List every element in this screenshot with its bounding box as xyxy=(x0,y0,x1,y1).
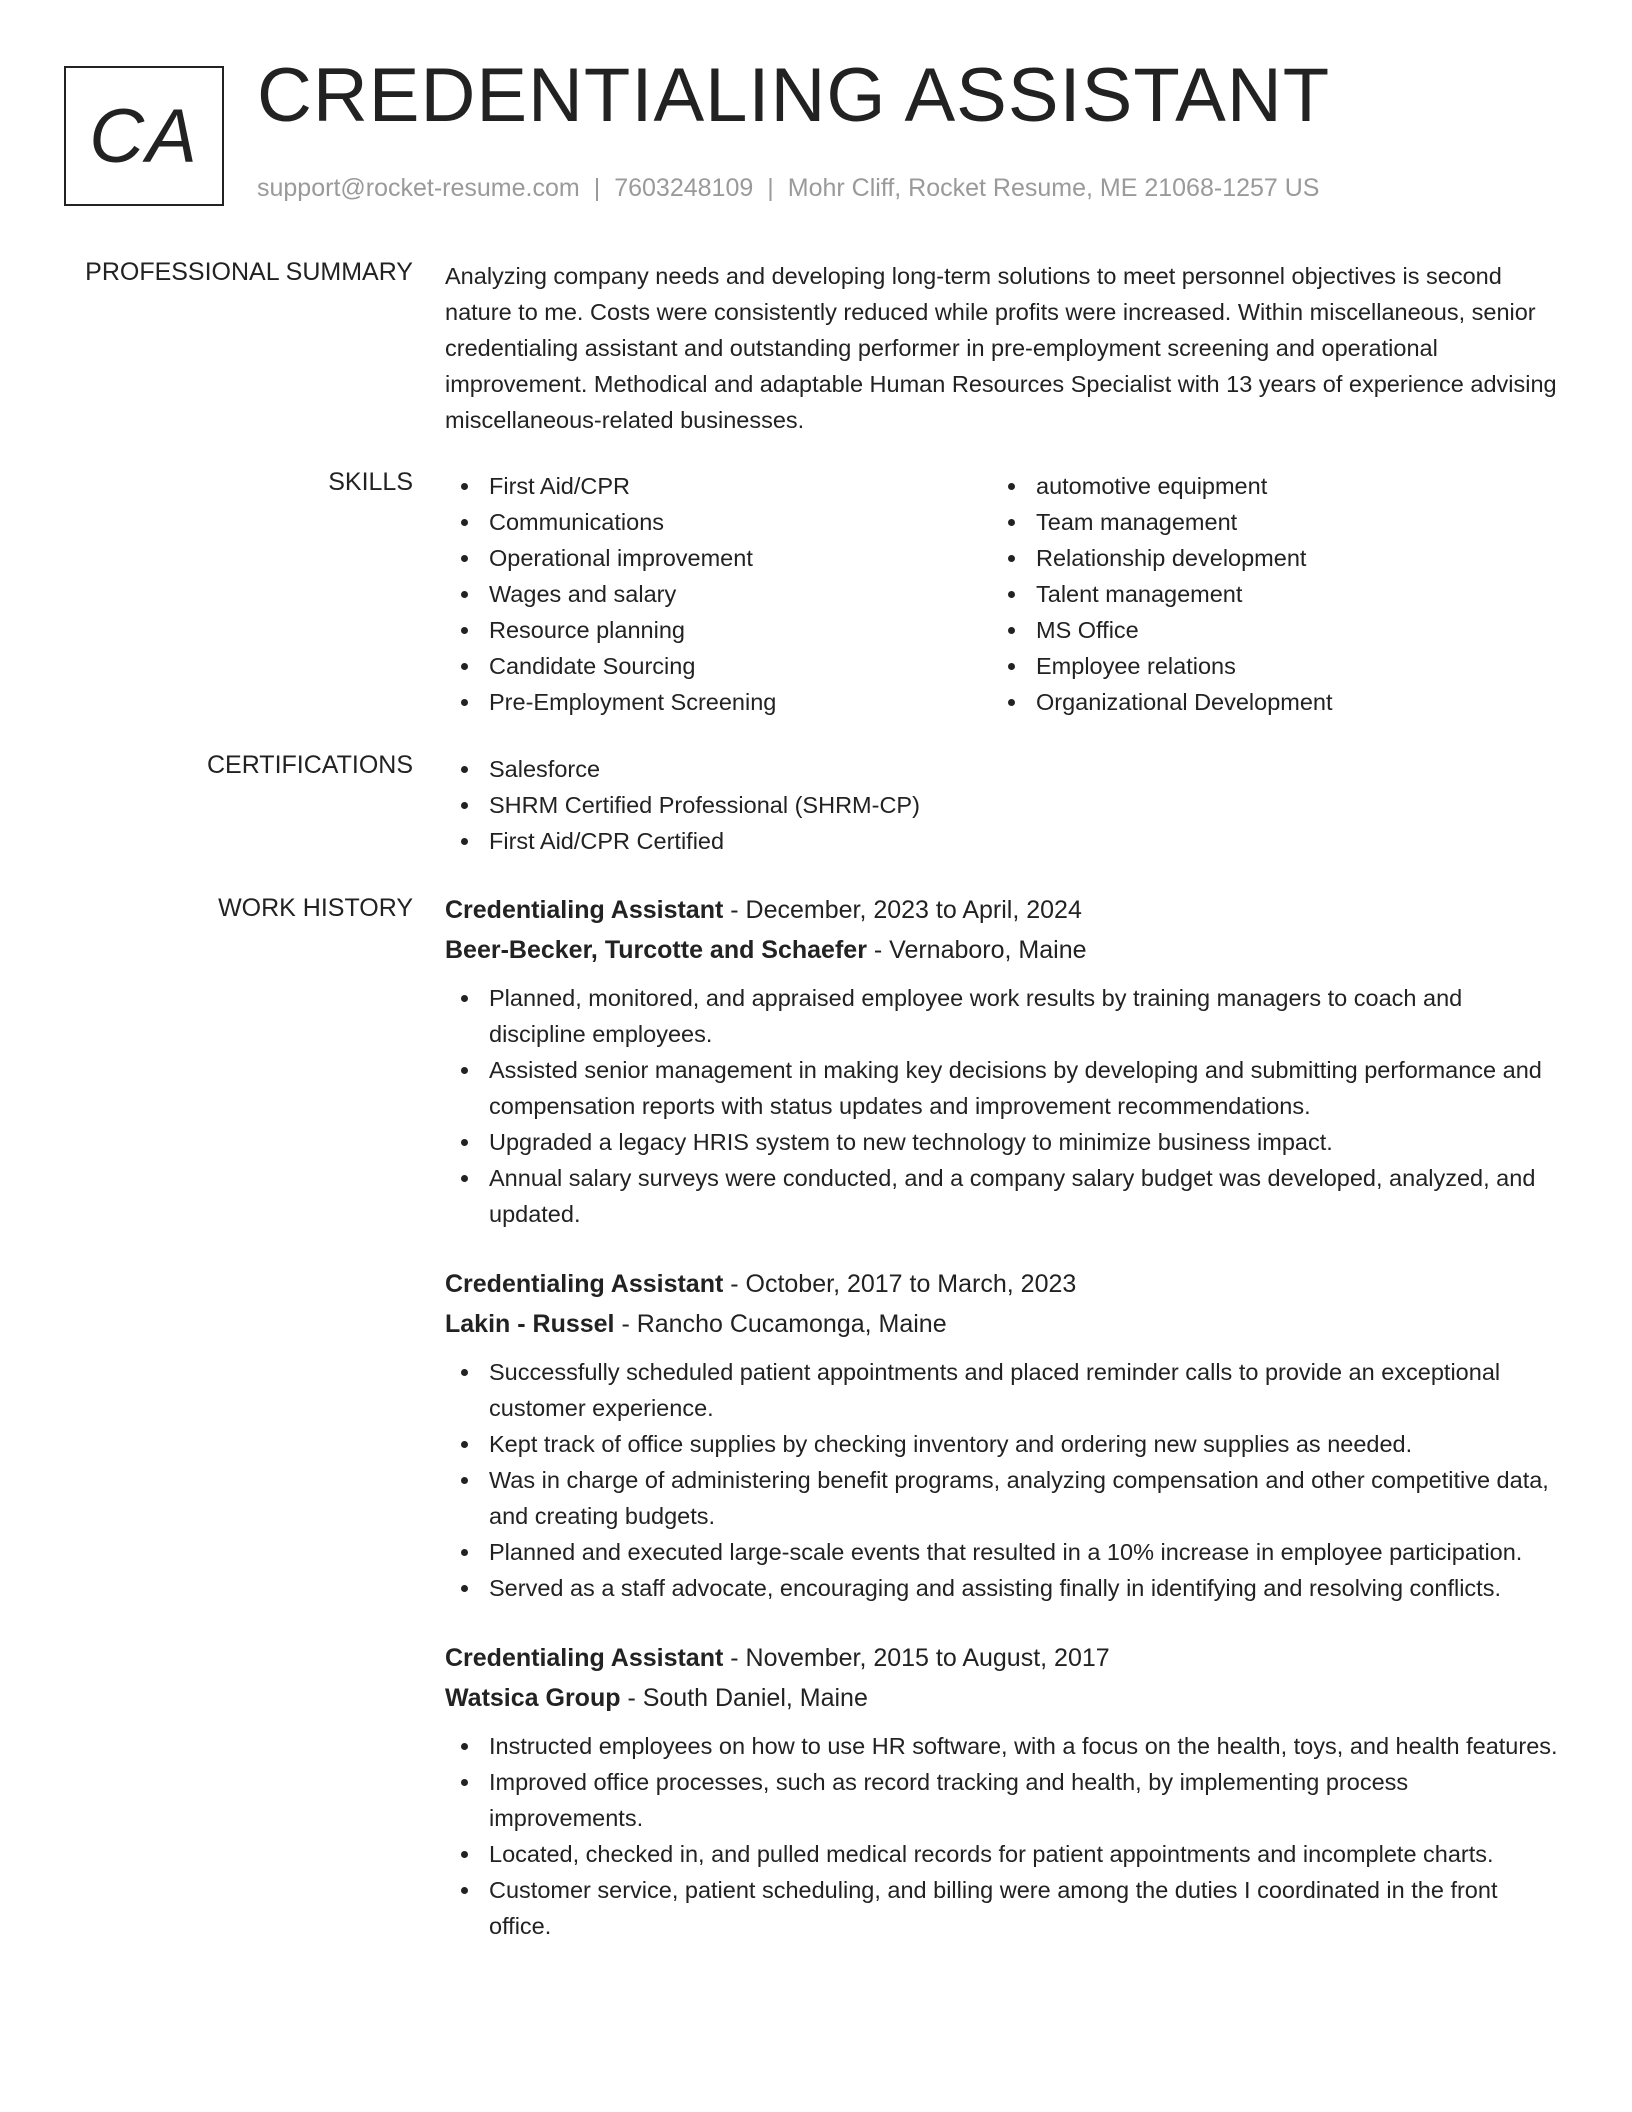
section-label: PROFESSIONAL SUMMARY xyxy=(85,258,413,286)
skill-item: First Aid/CPR xyxy=(445,468,992,504)
job-bullet: Annual salary surveys were conducted, and a company salary budget was developed, analyzed, and updated. xyxy=(445,1160,1560,1232)
summary-body xyxy=(445,258,1560,438)
job-company: Beer-Becker, Turcotte and Schaefer xyxy=(445,936,867,964)
job-bullet: Kept track of office supplies by checking inventory and ordering new supplies as needed. xyxy=(445,1426,1560,1462)
job-company: Lakin - Russel xyxy=(445,1310,615,1338)
skill-item: Operational improvement xyxy=(445,540,992,576)
skill-item: Communications xyxy=(445,504,992,540)
job-company-line xyxy=(445,930,1560,970)
contact-separator: | xyxy=(593,174,601,202)
job-bullet: Improved office processes, such as record tracking and health, by implementing process improvements. xyxy=(445,1764,1560,1836)
job-title-line xyxy=(445,1264,1560,1304)
section-label: CERTIFICATIONS xyxy=(206,751,413,779)
job-bullet: Upgraded a legacy HRIS system to new technology to minimize business impact. xyxy=(445,1124,1560,1160)
job-bullets xyxy=(445,1354,1560,1606)
job-entry xyxy=(445,1638,1560,1944)
skill-item: Wages and salary xyxy=(445,576,992,612)
contact-separator: | xyxy=(767,174,774,202)
skill-item: Talent management xyxy=(992,576,1539,612)
summary-text: Analyzing company needs and developing long-term solutions to meet personnel objectives is second nature to me. Costs were consistently reduced while profits were increased. Within miscellaneous, senior credentialing assistant and outstanding performer in pre-employment screening and operational improvement. Methodical and adaptable Human Resources Specialist with 13 years of experience advising miscellaneous-related businesses. xyxy=(445,263,1557,433)
skills-body xyxy=(445,468,1560,720)
job-bullets xyxy=(445,1728,1560,1944)
job-title: Credentialing Assistant xyxy=(445,1644,724,1672)
skill-item: MS Office xyxy=(992,612,1539,648)
job-bullet: Instructed employees on how to use HR software, with a focus on the health, toys, and health features. xyxy=(445,1728,1560,1764)
contact-line xyxy=(257,174,1319,203)
resume-title: CREDENTIALING ASSISTANT xyxy=(257,53,1331,138)
job-dates: - November, 2015 to August, 2017 xyxy=(723,1644,1110,1672)
job-company-line xyxy=(445,1304,1560,1344)
section-label: SKILLS xyxy=(328,468,413,496)
monogram-badge xyxy=(64,66,224,206)
job-bullet: Successfully scheduled patient appointments and placed reminder calls to provide an exceptional customer experience. xyxy=(445,1354,1560,1426)
job-location: - South Daniel, Maine xyxy=(620,1684,868,1712)
skill-item: Pre-Employment Screening xyxy=(445,684,992,720)
contact-phone: 7603248109 xyxy=(614,174,754,202)
skill-item: Resource planning xyxy=(445,612,992,648)
skill-item: Employee relations xyxy=(992,648,1539,684)
certification-item: Salesforce xyxy=(445,751,1560,787)
job-location: - Vernaboro, Maine xyxy=(866,936,1087,964)
skills-list-right xyxy=(992,468,1539,720)
job-bullet: Located, checked in, and pulled medical records for patient appointments and incomplete charts. xyxy=(445,1836,1560,1872)
job-bullet: Assisted senior management in making key decisions by developing and submitting performance and compensation reports with status updates and improvement recommendations. xyxy=(445,1052,1560,1124)
skill-item: Organizational Development xyxy=(992,684,1539,720)
job-bullet: Planned and executed large-scale events that resulted in a 10% increase in employee participation. xyxy=(445,1534,1560,1570)
job-company-line xyxy=(445,1678,1560,1718)
job-company: Watsica Group xyxy=(445,1684,621,1712)
job-bullet: Planned, monitored, and appraised employee work results by training managers to coach and discipline employees. xyxy=(445,980,1560,1052)
certification-item: First Aid/CPR Certified xyxy=(445,823,1560,859)
skill-item: Candidate Sourcing xyxy=(445,648,992,684)
contact-address: Mohr Cliff, Rocket Resume, ME 21068-1257 US xyxy=(787,174,1320,202)
monogram-text: CA xyxy=(89,93,199,179)
job-location: - Rancho Cucamonga, Maine xyxy=(614,1310,947,1338)
skill-item: automotive equipment xyxy=(992,468,1539,504)
certifications-list xyxy=(445,751,1560,859)
skills-list-left xyxy=(445,468,992,720)
skill-item: Relationship development xyxy=(992,540,1539,576)
contact-email: support@rocket-resume.com xyxy=(257,174,580,202)
job-bullet: Was in charge of administering benefit programs, analyzing compensation and other competitive data, and creating budgets. xyxy=(445,1462,1560,1534)
job-title: Credentialing Assistant xyxy=(445,896,724,924)
job-entry xyxy=(445,890,1560,1232)
job-bullet: Served as a staff advocate, encouraging and assisting finally in identifying and resolving conflicts. xyxy=(445,1570,1560,1606)
job-bullet: Customer service, patient scheduling, and billing were among the duties I coordinated in the front office. xyxy=(445,1872,1560,1944)
job-title-line xyxy=(445,890,1560,930)
job-title: Credentialing Assistant xyxy=(445,1270,724,1298)
job-entry xyxy=(445,1264,1560,1606)
job-dates: - December, 2023 to April, 2024 xyxy=(723,896,1082,924)
job-title-line xyxy=(445,1638,1560,1678)
skill-item: Team management xyxy=(992,504,1539,540)
certifications-body xyxy=(445,751,1560,859)
section-label: WORK HISTORY xyxy=(218,894,413,922)
job-dates: - October, 2017 to March, 2023 xyxy=(723,1270,1077,1298)
job-bullets xyxy=(445,980,1560,1232)
certification-item: SHRM Certified Professional (SHRM-CP) xyxy=(445,787,1560,823)
work-history-body xyxy=(445,890,1560,1976)
